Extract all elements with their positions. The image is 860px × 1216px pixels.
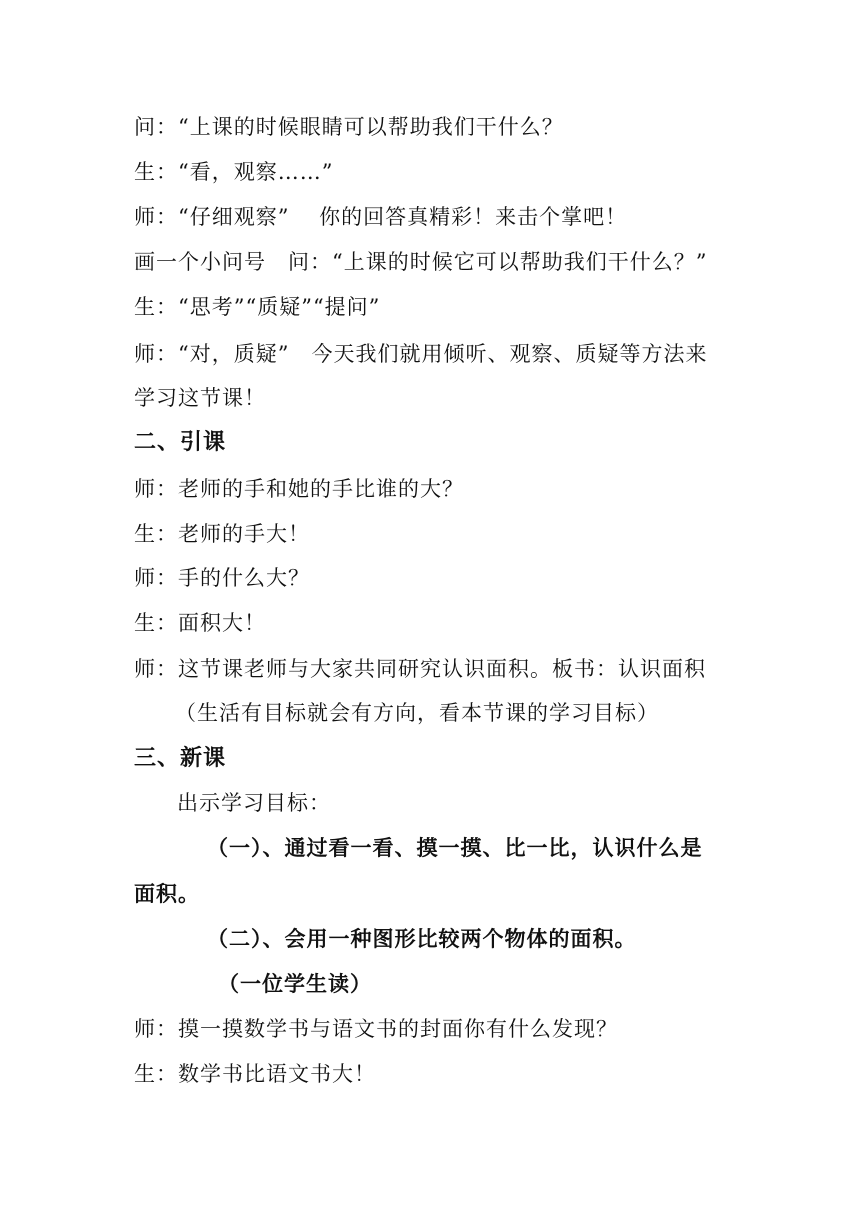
dialogue-line: 师：“仔细观察” 你的回答真精彩！来击个掌吧！ [134, 205, 628, 229]
dialogue-line: 画一个小问号 问：“上课的时候它可以帮助我们干什么？” [134, 250, 708, 274]
learning-goal-1-cont: 面积。 [134, 882, 200, 906]
dialogue-line: 师：摸一摸数学书与语文书的封面你有什么发现？ [134, 1017, 618, 1041]
dialogue-line: 师：老师的手和她的手比谁的大？ [134, 477, 464, 501]
dialogue-line: 生：数学书比语文书大！ [134, 1062, 376, 1086]
dialogue-line: 师：“对，质疑” 今天我们就用倾听、观察、质疑等方法来 [134, 342, 708, 366]
dialogue-line: 师：手的什么大？ [134, 566, 310, 590]
dialogue-line: 生：面积大！ [134, 611, 266, 635]
section-heading-new-lesson: 三、新课 [134, 746, 227, 771]
learning-goal-2: （二）、会用一种图形比较两个物体的面积。 [207, 927, 637, 951]
dialogue-line: 生：“思考”“质疑”“提问” [134, 295, 381, 319]
learning-goals-label: 出示学习目标： [177, 791, 331, 815]
dialogue-line: 生：“看，观察……” [134, 160, 334, 184]
student-reads-note: （一位学生读） [218, 972, 372, 996]
section-heading-intro: 二、引课 [134, 430, 227, 455]
dialogue-line: 师：这节课老师与大家共同研究认识面积。板书：认识面积 [134, 657, 706, 681]
dialogue-line: 学习这节课！ [134, 386, 266, 410]
learning-goal-1: （一）、通过看一看、摸一摸、比一比，认识什么是 [207, 836, 703, 860]
dialogue-line: （生活有目标就会有方向，看本节课的学习目标） [175, 701, 659, 725]
dialogue-line: 生：老师的手大！ [134, 522, 310, 546]
dialogue-line: 问：“上课的时候眼睛可以帮助我们干什么？ [134, 115, 564, 139]
